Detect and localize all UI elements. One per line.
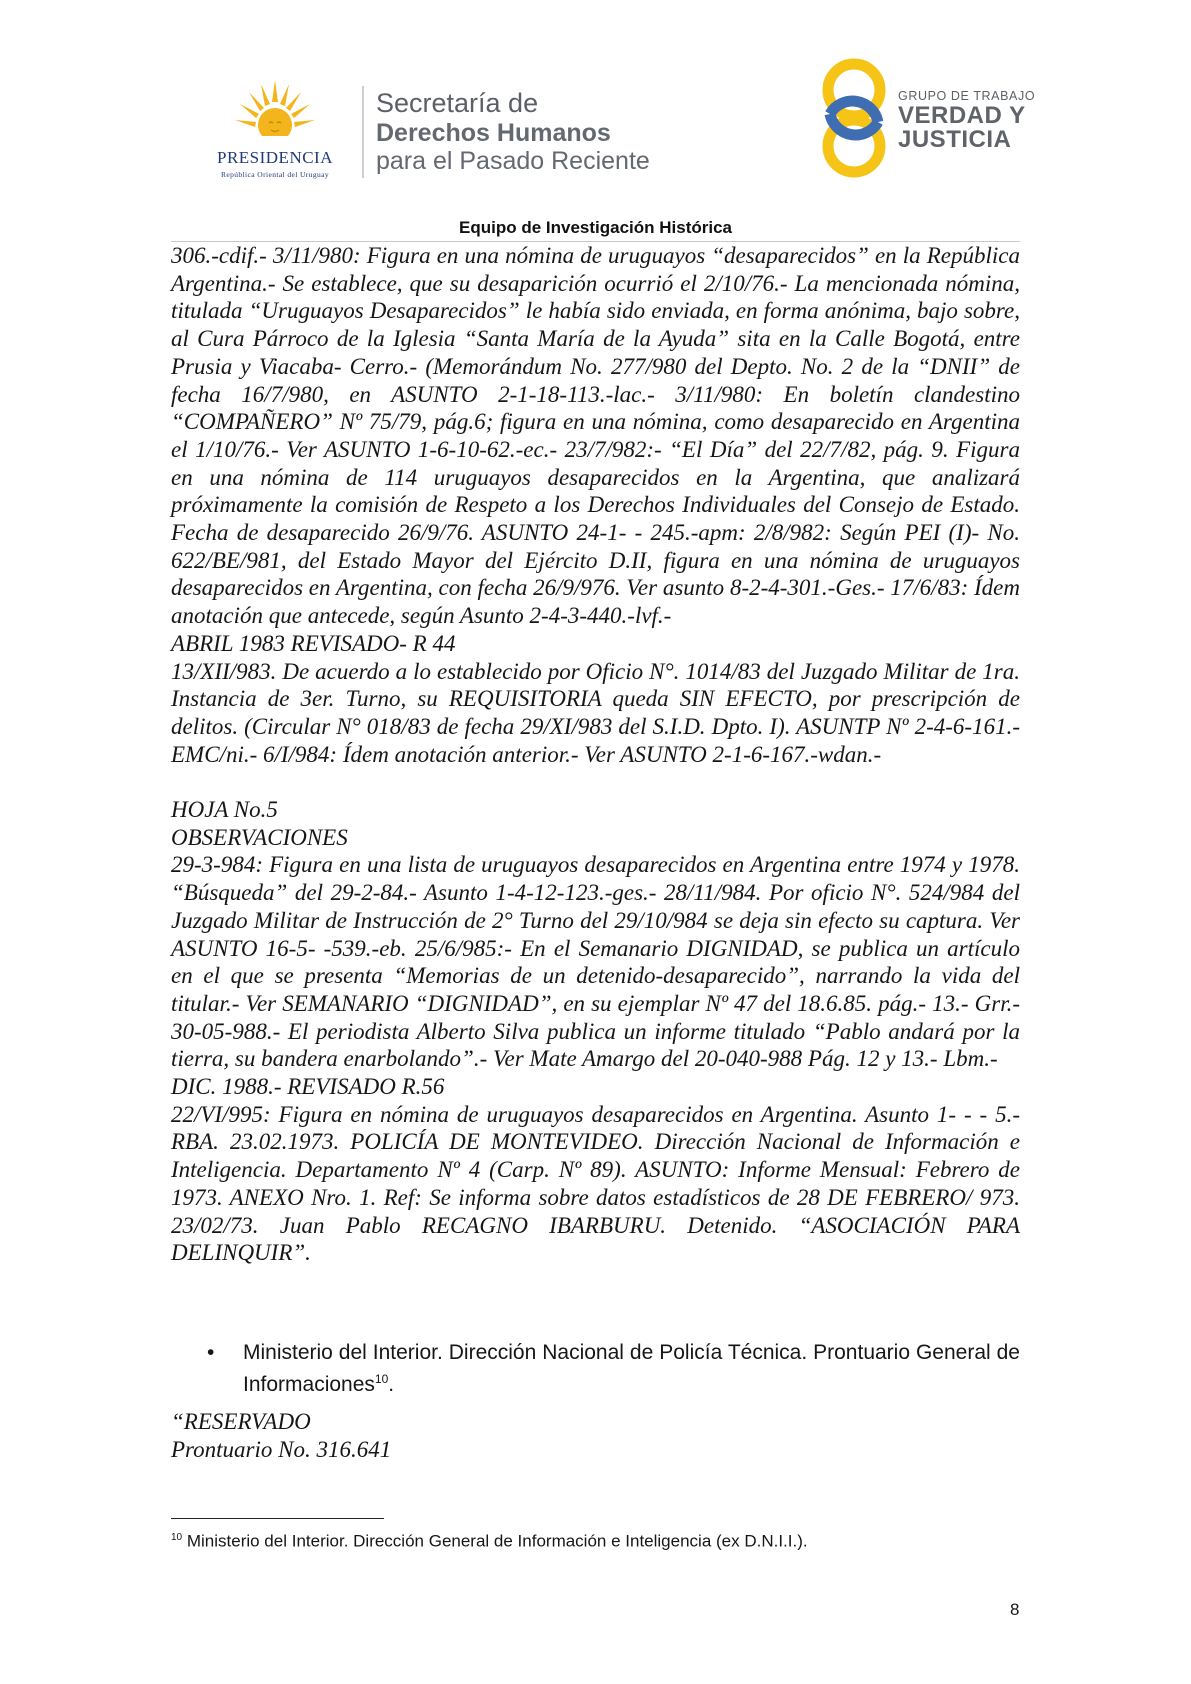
header-divider <box>362 86 364 178</box>
footnote <box>171 1528 1020 1552</box>
spacer <box>171 768 1020 796</box>
grupo-line-3: JUSTICIA <box>898 126 1012 153</box>
secretaria-logo-text <box>376 88 650 175</box>
revisado-line-1: ABRIL 1983 REVISADO- R 44 <box>171 630 456 656</box>
bullet-item <box>171 1339 1020 1398</box>
paragraph-3: 29-3-984: Figura en una lista de uruguayos desaparecidos en Argentina entre 1974 y 1978. “Búsqueda” del 29-2-84.- Asunto 1-4-12-123.-ges.- 28/11/984. Por oficio N°. 524/984 del Juzgado Militar de Instrucción de 2° Turno del 29/10/984 se deja sin efecto su captura. Ver ASUNTO 16-5- -539.-eb. 25/6/985:- En el Semanario DIGNIDAD, se publica un artículo en el que se presenta “Memorias de un detenido-desaparecido”, narrando la vida del titular.- Ver SEMANARIO “DIGNIDAD”, en su ejemplar Nº 47 del 18.6.85. pág.- 13.- Grr.- 30-05-988.- El periodista Alberto Silva publica un informe titulado “Pablo andará por la tierra, su bandera enarbolando”.- Ver Mate Amargo del 20-040-988 Pág. 12 y 13.- Lbm.- <box>171 852 1020 1072</box>
presidencia-subtitle: República Oriental del Uruguay <box>220 170 329 179</box>
bullet-text-main: Ministerio del Interior. Dirección Nacional de Policía Técnica. Prontuario General de Informaciones <box>243 1341 1020 1396</box>
revisado-line-2: DIC. 1988.- REVISADO R.56 <box>171 1074 445 1100</box>
bullet-symbol: • <box>207 1341 215 1364</box>
bullet-text-end: . <box>388 1373 395 1396</box>
paragraph-2: 13/XII/983. De acuerdo a lo establecido por Oficio N°. 1014/83 del Juzgado Militar de 1ra. Instancia de 3er. Turno, su REQUISITORIA queda SIN EFECTO, por prescripción de delitos. (Circular N° 018/83 de fecha 29/XI/983 del S.I.D. Dpto. I). ASUNTP Nº 2-4-6-161.- EMC/ni.- 6/I/984: Ídem anotación anterior.- Ver ASUNTO 2-1-6-167.-wdan.- <box>171 658 1020 767</box>
observaciones-label: OBSERVACIONES <box>171 824 348 850</box>
secretaria-line-2: Derechos Humanos <box>376 119 611 147</box>
footnote-number: 10 <box>171 1532 183 1543</box>
footnote-ref[interactable]: 10 <box>374 1372 389 1386</box>
footnote-text: Ministerio del Interior. Dirección General de Información e Inteligencia (ex D.N.I.I.). <box>182 1531 808 1551</box>
footnote-rule <box>171 1518 384 1519</box>
bullet-text <box>243 1339 1020 1398</box>
verdad-justicia-logo-icon <box>818 56 890 180</box>
reservado-block <box>171 1408 391 1464</box>
page-number: 8 <box>1010 1600 1020 1619</box>
grupo-trabajo-text <box>898 88 1035 152</box>
secretaria-line-1: Secretaría de <box>376 88 539 118</box>
document-body <box>171 242 1020 1267</box>
team-title: Equipo de Investigación Histórica <box>459 218 732 237</box>
secretaria-line-3: para el Pasado Reciente <box>376 147 650 175</box>
page-header <box>0 0 1191 210</box>
presidencia-logo <box>195 80 355 180</box>
reservado-line-2: Prontuario No. 316.641 <box>171 1437 392 1462</box>
paragraph-1: 306.-cdif.- 3/11/980: Figura en una nómina de uruguayos “desaparecidos” en la República Argentina.- Se establece, que su desaparición ocurrió el 2/10/76.- La mencionada nómina, titulada “Uruguayos Desaparecidos” le había sido enviada, en forma anónima, bajo sobre, al Cura Párroco de la Iglesia “Santa María de la Ayuda” sita en la Calle Bogotá, entre Prusia y Viacaba- Cerro.- (Memorándum No. 277/980 del Depto. No. 2 de la “DNII” de fecha 16/7/980, en ASUNTO 2-1-18-113.-lac.- 3/11/980: En boletín clandestino “COMPAÑERO” Nº 75/79, pág.6; figura en una nómina, como desaparecido en Argentina el 1/10/76.- Ver ASUNTO 1-6-10-62.-ec.- 23/7/982:- “El Día” del 22/7/82, pág. 9. Figura en una nómina de 114 uruguayos desaparecidos en la Argentina, que analizará próximamente la comisión de Respeto a los Derechos Individuales del Consejo de Estado. Fecha de desaparecido 26/9/76. ASUNTO 24-1- - 245.-apm: 2/8/982: Según PEI (I)- No. 622/BE/981, del Estado Mayor del Ejército D.II, figura en una nómina de uruguayos desaparecidos en Argentina, con fecha 26/9/976. Ver asunto 8-2-4-301.-Ges.- 17/6/83: Ídem anotación que antecede, según Asunto 2-4-3-440.-lvf.- <box>171 243 1020 629</box>
paragraph-4: 22/VI/995: Figura en nómina de uruguayos desaparecidos en Argentina. Asunto 1- - - 5.-RBA. 23.02.1973. POLICÍA DE MONTEVIDEO. Dirección Nacional de Información e Inteligencia. Departamento Nº 4 (Carp. Nº 89). ASUNTO: Informe Mensual: Febrero de 1973. ANEXO Nro. 1. Ref: Se informa sobre datos estadísticos de 28 DE FEBRERO/ 973. 23/02/73. Juan Pablo RECAGNO IBARBURU. Detenido. “ASOCIACIÓN PARA DELINQUIR”. <box>171 1101 1020 1266</box>
sun-icon <box>235 80 315 146</box>
reservado-line-1: “RESERVADO <box>171 1409 311 1434</box>
grupo-line-2: VERDAD Y <box>898 102 1026 129</box>
hoja-label: HOJA No.5 <box>171 797 278 823</box>
grupo-line-1: GRUPO DE TRABAJO <box>898 89 1036 103</box>
presidencia-name: PRESIDENCIA <box>216 148 333 167</box>
